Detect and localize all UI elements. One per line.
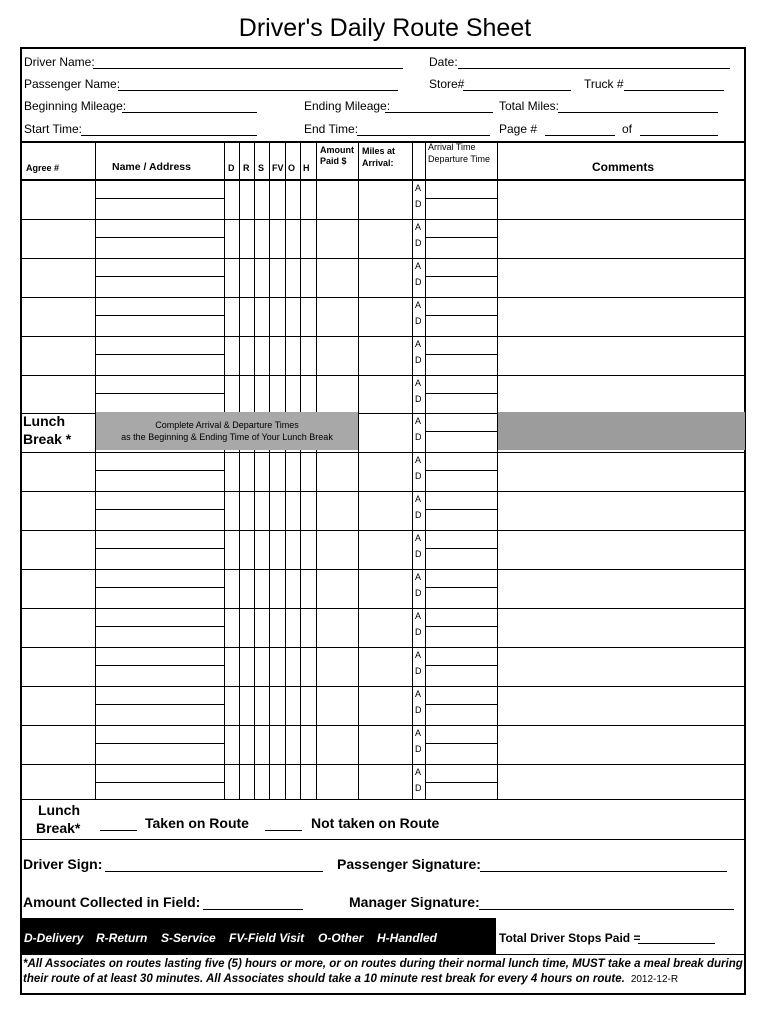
legend-delivery: D-Delivery xyxy=(24,931,84,945)
lunch-bottom-label-1: Lunch xyxy=(38,802,80,818)
driver-sign-label: Driver Sign: xyxy=(23,856,103,872)
arrival-letter: A xyxy=(415,339,422,349)
departure-letter: D xyxy=(415,471,422,481)
departure-letter: D xyxy=(415,783,422,793)
agree-cell[interactable] xyxy=(21,725,95,764)
departure-letter: D xyxy=(415,432,422,442)
agree-cell[interactable] xyxy=(21,569,95,608)
passenger-signature-label: Passenger Signature: xyxy=(337,856,481,872)
row-border xyxy=(20,647,746,648)
col-s: S xyxy=(258,163,265,173)
arrival-letter: A xyxy=(415,378,422,388)
total-miles-field[interactable] xyxy=(558,112,718,113)
total-stops-label: Total Driver Stops Paid = xyxy=(499,931,641,945)
arrival-departure-divider xyxy=(425,470,497,471)
legend-bottom-border xyxy=(20,954,746,955)
page-total-field[interactable] xyxy=(640,135,718,136)
date-field[interactable] xyxy=(458,68,730,69)
address-line[interactable] xyxy=(96,315,224,316)
ending-mileage-label: Ending Mileage: xyxy=(304,99,391,113)
page-number-label: Page # xyxy=(499,122,538,136)
lunch-bottom-border xyxy=(20,839,746,840)
arrival-departure-divider xyxy=(425,237,497,238)
end-time-label: End Time: xyxy=(304,122,359,136)
table-header-border xyxy=(20,179,746,181)
departure-letter: D xyxy=(415,744,422,754)
arrival-departure-divider xyxy=(425,198,497,199)
arrival-departure-divider xyxy=(425,315,497,316)
departure-letter: D xyxy=(415,549,422,559)
row-border xyxy=(20,336,746,337)
address-line[interactable] xyxy=(96,354,224,355)
agree-cell[interactable] xyxy=(21,219,95,258)
beginning-mileage-field[interactable] xyxy=(122,112,257,113)
arrival-letter: A xyxy=(415,261,422,271)
beginning-mileage-label: Beginning Mileage: xyxy=(24,99,127,113)
departure-letter: D xyxy=(415,510,422,520)
col-comments: Comments xyxy=(592,160,655,174)
store-label: Store# xyxy=(429,77,465,91)
legend-handled: H-Handled xyxy=(377,931,437,945)
arrival-departure-divider xyxy=(425,587,497,588)
departure-letter: D xyxy=(415,666,422,676)
driver-name-field[interactable] xyxy=(93,68,403,69)
departure-letter: D xyxy=(415,277,422,287)
amount-collected-label: Amount Collected in Field: xyxy=(23,894,201,910)
arrival-departure-divider xyxy=(425,393,497,394)
footer-line-2-text: their route of at least 30 minutes. All Associates should take a 10 minute rest break for every 4 hours on route. xyxy=(23,973,625,985)
col-d: D xyxy=(228,163,235,173)
arrival-departure-divider xyxy=(425,431,497,432)
lunch-comments-shade xyxy=(498,412,745,450)
row-border xyxy=(20,764,746,765)
arrival-departure-divider xyxy=(425,354,497,355)
arrival-departure-divider xyxy=(425,548,497,549)
address-line[interactable] xyxy=(96,626,224,627)
address-line[interactable] xyxy=(96,509,224,510)
col-o: O xyxy=(288,163,296,173)
arrival-letter: A xyxy=(415,183,422,193)
col-miles-1: Miles at xyxy=(362,146,396,156)
arrival-departure-divider xyxy=(425,743,497,744)
passenger-name-field[interactable] xyxy=(118,90,398,91)
legend-return: R-Return xyxy=(96,931,148,945)
col-agree: Agree # xyxy=(26,163,60,173)
page-number-field[interactable] xyxy=(545,135,615,136)
agree-cell[interactable] xyxy=(21,336,95,375)
col-r: R xyxy=(243,163,250,173)
table-bottom-border xyxy=(20,799,746,800)
taken-checkbox-line[interactable] xyxy=(100,830,137,831)
address-line[interactable] xyxy=(96,704,224,705)
col-amount-1: Amount xyxy=(320,145,354,155)
col-arrival-2: Departure Time xyxy=(428,154,491,164)
departure-letter: D xyxy=(415,627,422,637)
departure-letter: D xyxy=(415,705,422,715)
arrival-letter: A xyxy=(415,572,422,582)
address-line[interactable] xyxy=(96,237,224,238)
passenger-name-label: Passenger Name: xyxy=(24,77,121,91)
amount-collected-field[interactable] xyxy=(203,909,303,910)
lunch-bottom-label-2: Break* xyxy=(36,820,81,836)
arrival-departure-divider xyxy=(425,626,497,627)
table-top-border xyxy=(20,141,746,143)
start-time-field[interactable] xyxy=(81,135,257,136)
footer-note xyxy=(23,957,745,987)
departure-letter: D xyxy=(415,238,422,248)
manager-signature-label: Manager Signature: xyxy=(349,894,480,910)
row-border xyxy=(20,452,746,453)
departure-letter: D xyxy=(415,588,422,598)
agree-cell[interactable] xyxy=(21,647,95,686)
arrival-letter: A xyxy=(415,300,422,310)
address-line[interactable] xyxy=(96,198,224,199)
lunch-note-1: Complete Arrival & Departure Times xyxy=(155,420,299,430)
agree-cell[interactable] xyxy=(21,608,95,647)
address-line[interactable] xyxy=(96,548,224,549)
end-time-field[interactable] xyxy=(357,135,490,136)
address-line[interactable] xyxy=(96,393,224,394)
arrival-letter: A xyxy=(415,650,422,660)
address-line[interactable] xyxy=(96,782,224,783)
page-of-label: of xyxy=(622,122,633,136)
agree-cell[interactable] xyxy=(21,530,95,569)
form-code: 2012-12-R xyxy=(630,974,679,985)
departure-letter: D xyxy=(415,316,422,326)
form-frame xyxy=(20,47,746,995)
footer-line-2 xyxy=(23,972,745,987)
row-border xyxy=(20,491,746,492)
stops-divider xyxy=(495,918,496,954)
col-amount-2: Paid $ xyxy=(320,156,347,166)
arrival-departure-divider xyxy=(425,509,497,510)
lunch-note-2: as the Beginning & Ending Time of Your Lunch Break xyxy=(121,432,333,442)
row-border xyxy=(20,219,746,220)
footer-line-1: *All Associates on routes lasting five (5) hours or more, or on routes during their normal lunch time, MUST take a meal break during xyxy=(23,958,743,970)
address-line[interactable] xyxy=(96,665,224,666)
address-line[interactable] xyxy=(96,276,224,277)
not-taken-checkbox-line[interactable] xyxy=(265,830,302,831)
driver-sign-field[interactable] xyxy=(105,871,323,872)
lunch-label-1: Lunch xyxy=(23,413,65,429)
row-border xyxy=(20,569,746,570)
col-h: H xyxy=(303,163,310,173)
legend-other: O-Other xyxy=(318,931,364,945)
lunch-label-2: Break * xyxy=(23,431,72,447)
address-line[interactable] xyxy=(96,470,224,471)
arrival-letter: A xyxy=(415,494,422,504)
agree-cell[interactable] xyxy=(21,491,95,530)
row-border xyxy=(20,725,746,726)
arrival-letter: A xyxy=(415,767,422,777)
truck-label: Truck # xyxy=(584,77,624,91)
arrival-letter: A xyxy=(415,533,422,543)
row-border xyxy=(20,297,746,298)
start-time-label: Start Time: xyxy=(24,122,83,136)
agree-cell[interactable] xyxy=(21,375,95,414)
arrival-departure-divider xyxy=(425,276,497,277)
arrival-letter: A xyxy=(415,689,422,699)
store-field[interactable] xyxy=(463,90,571,91)
arrival-letter: A xyxy=(415,455,422,465)
arrival-letter: A xyxy=(415,222,422,232)
departure-letter: D xyxy=(415,394,422,404)
agree-cell[interactable] xyxy=(21,180,95,219)
departure-letter: D xyxy=(415,199,422,209)
col-arrival-1: Arrival Time xyxy=(428,142,476,152)
arrival-letter: A xyxy=(415,416,422,426)
address-line[interactable] xyxy=(96,587,224,588)
agree-cell[interactable] xyxy=(21,297,95,336)
agree-cell[interactable] xyxy=(21,258,95,297)
arrival-letter: A xyxy=(415,728,422,738)
row-border xyxy=(20,258,746,259)
arrival-letter: A xyxy=(415,611,422,621)
agree-cell[interactable] xyxy=(21,686,95,725)
passenger-signature-field[interactable] xyxy=(480,871,727,872)
arrival-departure-divider xyxy=(425,782,497,783)
legend-field-visit: FV-Field Visit xyxy=(229,931,305,945)
agree-cell[interactable] xyxy=(21,452,95,491)
not-taken-label: Not taken on Route xyxy=(311,815,440,831)
row-border xyxy=(20,375,746,376)
row-border xyxy=(20,686,746,687)
col-name-address: Name / Address xyxy=(112,161,191,173)
arrival-departure-divider xyxy=(425,704,497,705)
date-label: Date: xyxy=(429,55,458,69)
legend-service: S-Service xyxy=(161,931,216,945)
row-border xyxy=(20,530,746,531)
col-miles-2: Arrival: xyxy=(362,158,394,168)
truck-field[interactable] xyxy=(624,90,724,91)
address-line[interactable] xyxy=(96,743,224,744)
row-border xyxy=(20,608,746,609)
page-title: Driver's Daily Route Sheet xyxy=(238,14,532,42)
ending-mileage-field[interactable] xyxy=(385,112,493,113)
agree-cell[interactable] xyxy=(21,764,95,803)
total-stops-field[interactable] xyxy=(638,943,715,944)
total-miles-label: Total Miles: xyxy=(499,99,560,113)
col-fv: FV xyxy=(272,163,284,173)
arrival-departure-divider xyxy=(425,665,497,666)
lunch-note-box xyxy=(96,412,358,450)
departure-letter: D xyxy=(415,355,422,365)
manager-signature-field[interactable] xyxy=(479,909,734,910)
taken-on-route-label: Taken on Route xyxy=(145,815,249,831)
driver-name-label: Driver Name: xyxy=(24,55,95,69)
